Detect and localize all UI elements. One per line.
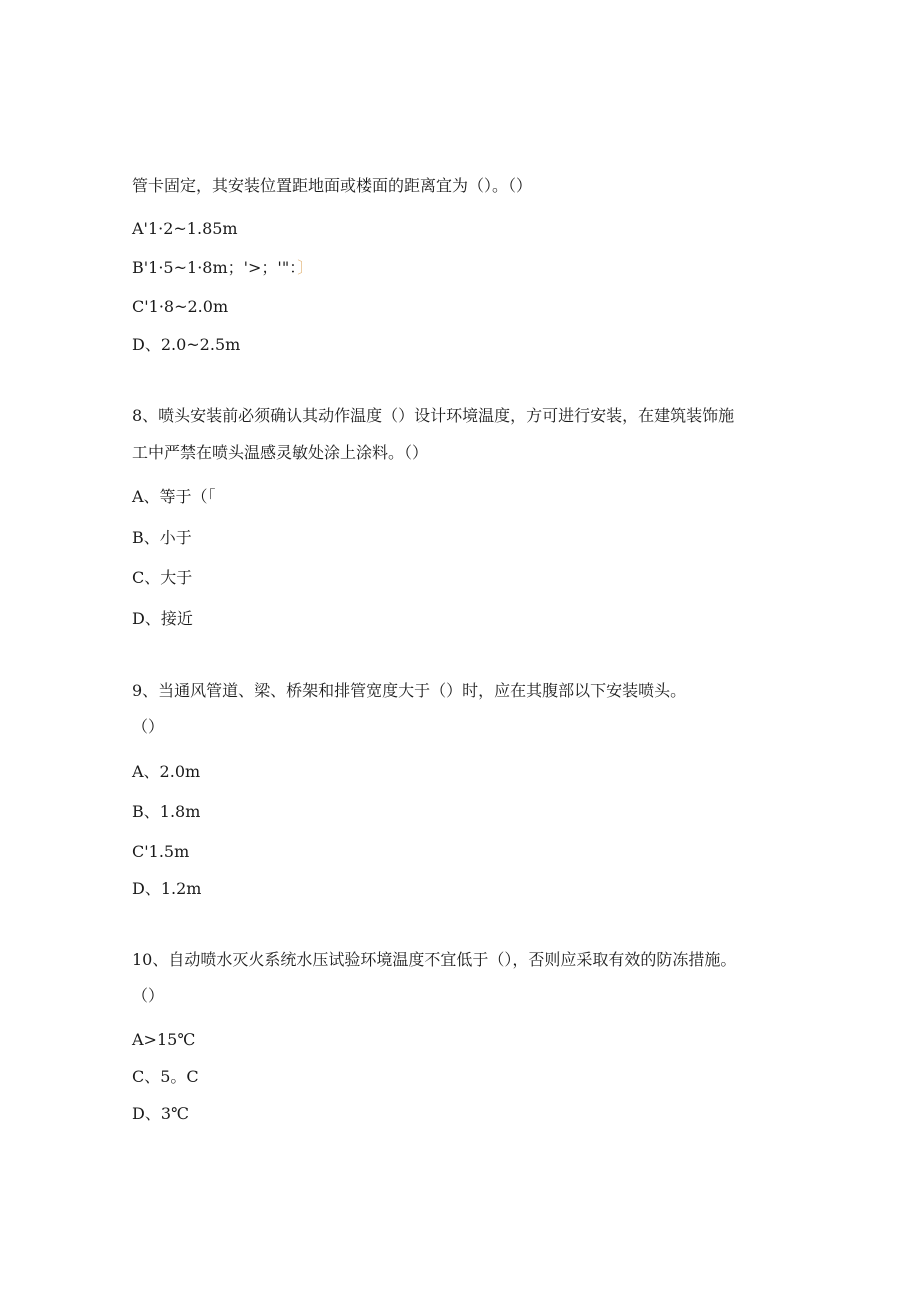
q9-option-c: C'1.5m [132, 842, 190, 861]
q10-stem-line1: 10、自动喷水灭火系统水压试验环境温度不宜低于（），否则应采取有效的防冻措施。 [132, 950, 737, 969]
q10-option-a: A>15℃ [132, 1030, 196, 1049]
q7-option-a: A'1·2~1.85m [132, 219, 238, 238]
q7-stem: 管卡固定，其安装位置距地面或楼面的距离宜为（）。（） [132, 176, 533, 195]
q10-option-d: D、3℃ [132, 1104, 189, 1123]
q7-faint-mark: 〕 [297, 258, 314, 277]
q9-option-d: D、1.2m [132, 879, 202, 898]
q7-option-b-text: B'1·5~1·8m；'>；'"： [132, 258, 298, 277]
q8-option-d: D、接近 [132, 609, 193, 628]
q8-stem-line2: 工中严禁在喷头温感灵敏处涂上涂料。（） [132, 443, 429, 462]
q7-option-b [132, 258, 313, 278]
q9-stem-line1: 9、当通风管道、梁、桥架和排管宽度大于（）时，应在其腹部以下安装喷头。 [132, 681, 687, 700]
q9-option-a: A、2.0m [132, 762, 201, 781]
q10-stem-line2: （） [132, 986, 165, 1005]
q10-option-c: C、5。C [132, 1067, 199, 1086]
q8-stem-line1: 8、喷头安装前必须确认其动作温度（）设计环境温度，方可进行安装，在建筑装饰施 [132, 406, 735, 425]
q8-option-a: A、等于（「 [132, 487, 216, 506]
q7-option-c: C'1·8~2.0m [132, 297, 229, 316]
q7-option-d: D、2.0~2.5m [132, 335, 241, 354]
q8-option-b: B、小于 [132, 528, 192, 547]
q8-option-c: C、大于 [132, 568, 193, 587]
q9-stem-line2: （） [132, 717, 165, 736]
q9-option-b: B、1.8m [132, 802, 201, 821]
